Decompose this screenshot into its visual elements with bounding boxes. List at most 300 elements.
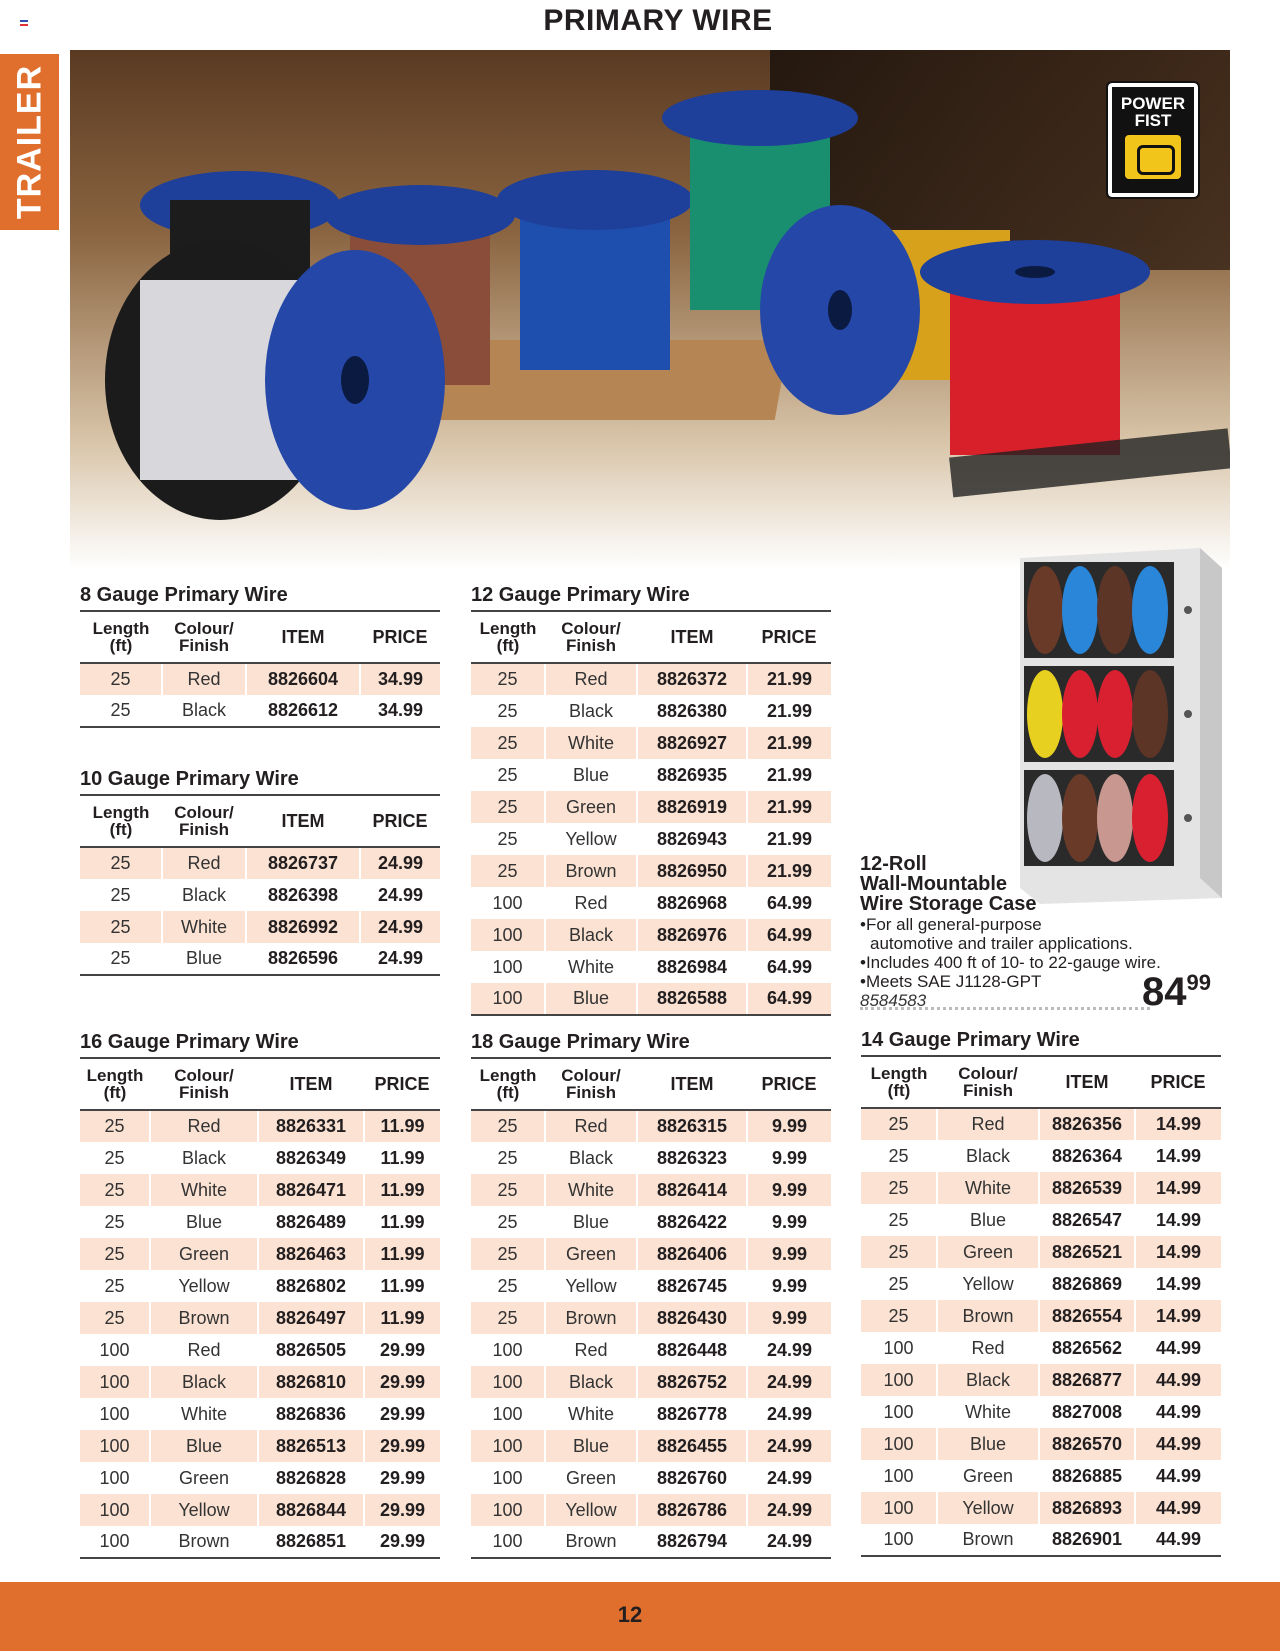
item-cell: 8826745 <box>637 1270 747 1302</box>
price-cell: 14.99 <box>1155 1273 1202 1294</box>
table-row <box>80 1494 440 1526</box>
page-title: PRIMARY WIRE <box>543 4 773 37</box>
price-cell: 24.99 <box>360 911 440 943</box>
length-cell: 25 <box>471 1302 545 1334</box>
logo-text-1: POWER <box>1120 94 1186 113</box>
table-row <box>80 847 440 879</box>
price-cell: 64.99 <box>766 892 813 913</box>
col-length: Length (ft) <box>80 1058 150 1110</box>
price-cell: 24.99 <box>747 1430 831 1462</box>
table-row <box>861 1268 1221 1300</box>
price-cell: 9.99 <box>771 1147 808 1168</box>
product-price <box>1142 972 1211 1012</box>
length-cell: 25 <box>80 695 162 727</box>
item-cell: 8826885 <box>1039 1460 1135 1492</box>
section-tab[interactable] <box>0 54 59 230</box>
length-cell: 25 <box>861 1204 937 1236</box>
length-cell: 25 <box>80 1174 150 1206</box>
length-cell: 25 <box>471 823 545 855</box>
length-cell: 25 <box>80 911 162 943</box>
table-16-gauge <box>80 1027 440 1559</box>
item-cell: 8826992 <box>246 911 360 943</box>
colour-cell: White <box>150 1398 258 1430</box>
colour-cell: White <box>937 1172 1039 1204</box>
storage-case-image <box>1000 548 1222 904</box>
price-cell: 44.99 <box>1135 1492 1221 1524</box>
length-cell: 25 <box>471 1110 545 1142</box>
length-cell: 100 <box>471 1430 545 1462</box>
price-cell: 24.99 <box>766 1403 813 1424</box>
price-cell: 11.99 <box>380 1275 425 1296</box>
price-cell: 64.99 <box>766 956 813 977</box>
item-cell: 8826786 <box>637 1494 747 1526</box>
price-cents: 99 <box>1186 970 1211 995</box>
item-cell: 8826927 <box>637 727 747 759</box>
price-cell: 9.99 <box>747 1110 831 1142</box>
price-cell: 34.99 <box>360 663 440 695</box>
table-title: 14 Gauge Primary Wire <box>861 1029 1080 1051</box>
length-cell: 25 <box>861 1236 937 1268</box>
item-cell: 8826810 <box>258 1366 364 1398</box>
length-cell: 25 <box>471 1238 545 1270</box>
table-row <box>861 1300 1221 1332</box>
colour-cell: White <box>545 1174 637 1206</box>
item-cell: 8826455 <box>637 1430 747 1462</box>
colour-cell: Yellow <box>545 1270 637 1302</box>
table-row <box>471 727 831 759</box>
item-cell: 8826547 <box>1039 1204 1135 1236</box>
price-cell: 21.99 <box>766 700 813 721</box>
price-cell: 11.99 <box>380 1147 425 1168</box>
table-row <box>80 1366 440 1398</box>
price-cell: 9.99 <box>747 1302 831 1334</box>
item-cell: 8826315 <box>637 1110 747 1142</box>
table-row <box>471 1270 831 1302</box>
col-price: PRICE <box>747 1058 831 1110</box>
table-row <box>80 1142 440 1174</box>
price-cell: 29.99 <box>364 1494 440 1526</box>
colour-cell: Black <box>545 919 637 951</box>
price-cell: 9.99 <box>747 1174 831 1206</box>
product-features <box>860 915 1161 991</box>
item-cell: 8826869 <box>1039 1268 1135 1300</box>
table-title: 16 Gauge Primary Wire <box>80 1031 299 1053</box>
length-cell: 25 <box>471 1270 545 1302</box>
item-cell: 8827008 <box>1039 1396 1135 1428</box>
col-length: Length (ft) <box>471 611 545 663</box>
colour-cell: Brown <box>545 1302 637 1334</box>
table-row <box>861 1524 1221 1556</box>
table-row <box>471 919 831 951</box>
product-name-line2: Wall-Mountable <box>860 873 1008 895</box>
product-name-line3: Wire Storage Case <box>860 893 1037 915</box>
feature-1b: automotive and trailer applications. <box>870 934 1133 953</box>
table-8-gauge <box>80 580 440 728</box>
table-row <box>471 1366 831 1398</box>
colour-cell: Red <box>162 663 246 695</box>
feature-1a: •For all general-purpose <box>860 915 1042 934</box>
table-row <box>471 983 831 1015</box>
table-row <box>861 1172 1221 1204</box>
table-row <box>471 1302 831 1334</box>
colour-cell: Red <box>545 663 637 695</box>
table-row <box>80 1206 440 1238</box>
table-row <box>80 663 440 695</box>
colour-cell: Black <box>937 1364 1039 1396</box>
item-cell: 8826976 <box>637 919 747 951</box>
colour-cell: Yellow <box>937 1268 1039 1300</box>
table-row <box>861 1204 1221 1236</box>
length-cell: 25 <box>80 943 162 975</box>
length-cell: 100 <box>471 983 545 1015</box>
table-row <box>471 855 831 887</box>
length-cell: 25 <box>471 1142 545 1174</box>
price-cell: 9.99 <box>771 1275 808 1296</box>
table-row <box>471 1462 831 1494</box>
price-cell: 44.99 <box>1135 1524 1221 1556</box>
table-title: 8 Gauge Primary Wire <box>80 584 288 606</box>
table-row <box>471 1494 831 1526</box>
item-cell: 8826901 <box>1039 1524 1135 1556</box>
length-cell: 25 <box>861 1172 937 1204</box>
length-cell: 25 <box>861 1108 937 1140</box>
table-row <box>80 943 440 975</box>
table-row <box>471 1334 831 1366</box>
table-row <box>471 695 831 727</box>
length-cell: 25 <box>471 1206 545 1238</box>
table-row <box>471 759 831 791</box>
table-title: 12 Gauge Primary Wire <box>471 584 690 606</box>
item-cell: 8826471 <box>258 1174 364 1206</box>
colour-cell: Brown <box>545 855 637 887</box>
price-cell: 11.99 <box>364 1302 440 1334</box>
col-price: PRICE <box>360 795 440 847</box>
col-item: ITEM <box>246 795 360 847</box>
item-cell: 8826414 <box>637 1174 747 1206</box>
table-title: 18 Gauge Primary Wire <box>471 1031 690 1053</box>
col-length: Length (ft) <box>471 1058 545 1110</box>
colour-cell: Blue <box>937 1428 1039 1460</box>
colour-cell: Green <box>937 1236 1039 1268</box>
item-cell: 8826422 <box>637 1206 747 1238</box>
item-cell: 8826463 <box>258 1238 364 1270</box>
item-cell: 8826604 <box>246 663 360 695</box>
length-cell: 25 <box>80 1302 150 1334</box>
length-cell: 100 <box>471 1462 545 1494</box>
colour-cell: Black <box>150 1366 258 1398</box>
length-cell: 100 <box>471 887 545 919</box>
table-row <box>861 1108 1221 1140</box>
col-colour: Colour/ Finish <box>150 1058 258 1110</box>
colour-cell: Brown <box>150 1526 258 1558</box>
length-cell: 100 <box>861 1396 937 1428</box>
table-10-gauge <box>80 764 440 976</box>
length-cell: 100 <box>471 951 545 983</box>
feature-3: •Meets SAE J1128-GPT <box>860 972 1042 991</box>
length-cell: 100 <box>861 1492 937 1524</box>
length-cell: 25 <box>80 879 162 911</box>
item-cell: 8826554 <box>1039 1300 1135 1332</box>
length-cell: 100 <box>80 1334 150 1366</box>
table-row <box>80 1526 440 1558</box>
item-cell: 8826364 <box>1039 1140 1135 1172</box>
table-row <box>80 695 440 727</box>
length-cell: 100 <box>471 1334 545 1366</box>
item-cell: 8826349 <box>258 1142 364 1174</box>
colour-cell: Brown <box>937 1300 1039 1332</box>
table-row <box>861 1364 1221 1396</box>
item-cell: 8826588 <box>637 983 747 1015</box>
colour-cell: Blue <box>150 1206 258 1238</box>
colour-cell: Blue <box>937 1204 1039 1236</box>
item-cell: 8826323 <box>637 1142 747 1174</box>
table-12-gauge <box>471 580 831 1016</box>
item-cell: 8826984 <box>637 951 747 983</box>
price-cell: 24.99 <box>747 1526 831 1558</box>
fist-icon <box>1125 135 1181 179</box>
colour-cell: Green <box>545 1238 637 1270</box>
item-cell: 8826893 <box>1039 1492 1135 1524</box>
price-cell: 24.99 <box>747 1494 831 1526</box>
table-row <box>80 1334 440 1366</box>
price-cell: 21.99 <box>747 663 831 695</box>
price-cell: 29.99 <box>379 1339 426 1360</box>
item-cell: 8826521 <box>1039 1236 1135 1268</box>
price-cell: 14.99 <box>1155 1145 1202 1166</box>
price-cell: 24.99 <box>360 943 440 975</box>
colour-cell: Black <box>545 695 637 727</box>
colour-cell: Blue <box>150 1430 258 1462</box>
length-cell: 100 <box>80 1398 150 1430</box>
table-row <box>861 1428 1221 1460</box>
colour-cell: Black <box>937 1140 1039 1172</box>
colour-cell: Brown <box>150 1302 258 1334</box>
table-row <box>80 1174 440 1206</box>
item-cell: 8826380 <box>637 695 747 727</box>
table-row <box>471 887 831 919</box>
table-row <box>80 911 440 943</box>
item-cell: 8826737 <box>246 847 360 879</box>
price-cell: 14.99 <box>1135 1236 1221 1268</box>
price-cell: 14.99 <box>1135 1300 1221 1332</box>
colour-cell: Red <box>545 887 637 919</box>
price-cell: 14.99 <box>1135 1108 1221 1140</box>
table-row <box>80 1270 440 1302</box>
col-length: Length (ft) <box>80 611 162 663</box>
length-cell: 25 <box>471 695 545 727</box>
colour-cell: Yellow <box>150 1270 258 1302</box>
item-cell: 8826950 <box>637 855 747 887</box>
price-cell: 29.99 <box>364 1430 440 1462</box>
table-row <box>471 1142 831 1174</box>
colour-cell: Green <box>150 1238 258 1270</box>
length-cell: 100 <box>80 1494 150 1526</box>
col-colour: Colour/ Finish <box>937 1056 1039 1108</box>
price-cell: 44.99 <box>1155 1401 1202 1422</box>
hero-image <box>70 50 1230 570</box>
length-cell: 25 <box>471 791 545 823</box>
product-name <box>860 854 1037 914</box>
table-row <box>80 879 440 911</box>
col-colour: Colour/ Finish <box>545 1058 637 1110</box>
item-cell: 8826513 <box>258 1430 364 1462</box>
length-cell: 25 <box>80 1238 150 1270</box>
item-cell: 8826752 <box>637 1366 747 1398</box>
item-cell: 8826596 <box>246 943 360 975</box>
item-cell: 8826612 <box>246 695 360 727</box>
colour-cell: Green <box>937 1460 1039 1492</box>
length-cell: 25 <box>80 847 162 879</box>
col-colour: Colour/ Finish <box>162 795 246 847</box>
table-row <box>471 1110 831 1142</box>
section-tab-label: TRAILER <box>10 64 48 220</box>
length-cell: 25 <box>80 1110 150 1142</box>
table-row <box>471 1398 831 1430</box>
price-cell: 44.99 <box>1135 1364 1221 1396</box>
page-footer <box>0 1582 1280 1651</box>
table-row <box>80 1430 440 1462</box>
length-cell: 25 <box>471 855 545 887</box>
colour-cell: Blue <box>545 983 637 1015</box>
item-cell: 8826497 <box>258 1302 364 1334</box>
item-cell: 8826877 <box>1039 1364 1135 1396</box>
price-cell: 14.99 <box>1155 1209 1202 1230</box>
table-row <box>861 1492 1221 1524</box>
item-cell: 8826851 <box>258 1526 364 1558</box>
item-cell: 8826562 <box>1039 1332 1135 1364</box>
length-cell: 100 <box>861 1332 937 1364</box>
length-cell: 25 <box>471 1174 545 1206</box>
length-cell: 25 <box>80 663 162 695</box>
col-price: PRICE <box>360 611 440 663</box>
price-cell: 34.99 <box>360 695 440 727</box>
item-cell: 8826836 <box>258 1398 364 1430</box>
price-cell: 24.99 <box>377 884 424 905</box>
price-cell: 21.99 <box>747 855 831 887</box>
price-cell: 24.99 <box>766 1339 813 1360</box>
item-cell: 8826406 <box>637 1238 747 1270</box>
price-cell: 21.99 <box>766 764 813 785</box>
colour-cell: Black <box>162 695 246 727</box>
item-cell: 8826828 <box>258 1462 364 1494</box>
product-sku: 8584583 <box>860 992 1150 1010</box>
colour-cell: Black <box>162 879 246 911</box>
length-cell: 25 <box>80 1270 150 1302</box>
colour-cell: White <box>162 911 246 943</box>
price-cell: 24.99 <box>360 847 440 879</box>
item-cell: 8826968 <box>637 887 747 919</box>
power-fist-logo <box>1108 83 1198 197</box>
colour-cell: Red <box>150 1110 258 1142</box>
price-cell: 11.99 <box>364 1110 440 1142</box>
price-cell: 44.99 <box>1135 1428 1221 1460</box>
length-cell: 100 <box>471 1526 545 1558</box>
price-cell: 9.99 <box>747 1238 831 1270</box>
length-cell: 100 <box>80 1526 150 1558</box>
length-cell: 100 <box>471 1398 545 1430</box>
table-row <box>471 1206 831 1238</box>
colour-cell: Blue <box>545 1430 637 1462</box>
price-cell: 29.99 <box>379 1403 426 1424</box>
price-cell: 44.99 <box>1155 1465 1202 1486</box>
length-cell: 100 <box>80 1366 150 1398</box>
col-item: ITEM <box>246 611 360 663</box>
item-cell: 8826570 <box>1039 1428 1135 1460</box>
colour-cell: Red <box>937 1108 1039 1140</box>
col-length: Length (ft) <box>861 1056 937 1108</box>
table-row <box>471 1526 831 1558</box>
price-cell: 21.99 <box>766 828 813 849</box>
item-cell: 8826943 <box>637 823 747 855</box>
product-name-line1: 12-Roll <box>860 853 927 875</box>
col-colour: Colour/ Finish <box>545 611 637 663</box>
price-cell: 11.99 <box>364 1238 440 1270</box>
price-cell: 24.99 <box>747 1366 831 1398</box>
price-cell: 9.99 <box>771 1211 808 1232</box>
length-cell: 25 <box>861 1140 937 1172</box>
colour-cell: Brown <box>545 1526 637 1558</box>
table-title: 10 Gauge Primary Wire <box>80 768 299 790</box>
length-cell: 25 <box>471 727 545 759</box>
item-cell: 8826356 <box>1039 1108 1135 1140</box>
item-cell: 8826505 <box>258 1334 364 1366</box>
length-cell: 100 <box>861 1524 937 1556</box>
colour-cell: Blue <box>545 759 637 791</box>
item-cell: 8826448 <box>637 1334 747 1366</box>
length-cell: 25 <box>80 1142 150 1174</box>
table-row <box>471 1430 831 1462</box>
table-row <box>861 1460 1221 1492</box>
col-price: PRICE <box>364 1058 440 1110</box>
table-row <box>861 1140 1221 1172</box>
colour-cell: Blue <box>545 1206 637 1238</box>
col-price: PRICE <box>747 611 831 663</box>
price-cell: 64.99 <box>747 919 831 951</box>
col-length: Length (ft) <box>80 795 162 847</box>
colour-cell: Brown <box>937 1524 1039 1556</box>
length-cell: 100 <box>471 1494 545 1526</box>
colour-cell: Green <box>545 791 637 823</box>
colour-cell: Yellow <box>937 1492 1039 1524</box>
table-row <box>80 1238 440 1270</box>
col-colour: Colour/ Finish <box>162 611 246 663</box>
item-cell: 8826398 <box>246 879 360 911</box>
table-row <box>861 1236 1221 1268</box>
table-row <box>471 1238 831 1270</box>
item-cell: 8826760 <box>637 1462 747 1494</box>
price-cell: 24.99 <box>766 1467 813 1488</box>
item-cell: 8826331 <box>258 1110 364 1142</box>
price-dollars: 84 <box>1142 970 1187 1014</box>
colour-cell: Green <box>545 1462 637 1494</box>
price-cell: 29.99 <box>364 1366 440 1398</box>
colour-cell: Black <box>545 1366 637 1398</box>
item-cell: 8826539 <box>1039 1172 1135 1204</box>
table-row <box>471 823 831 855</box>
item-cell: 8826935 <box>637 759 747 791</box>
col-item: ITEM <box>258 1058 364 1110</box>
table-row <box>861 1332 1221 1364</box>
item-cell: 8826778 <box>637 1398 747 1430</box>
col-item: ITEM <box>637 1058 747 1110</box>
price-cell: 44.99 <box>1155 1337 1202 1358</box>
page-number: 12 <box>617 1602 643 1627</box>
price-cell: 29.99 <box>364 1526 440 1558</box>
col-price: PRICE <box>1135 1056 1221 1108</box>
colour-cell: Blue <box>162 943 246 975</box>
logo-text-2: FIST <box>1134 111 1172 130</box>
item-cell: 8826794 <box>637 1526 747 1558</box>
